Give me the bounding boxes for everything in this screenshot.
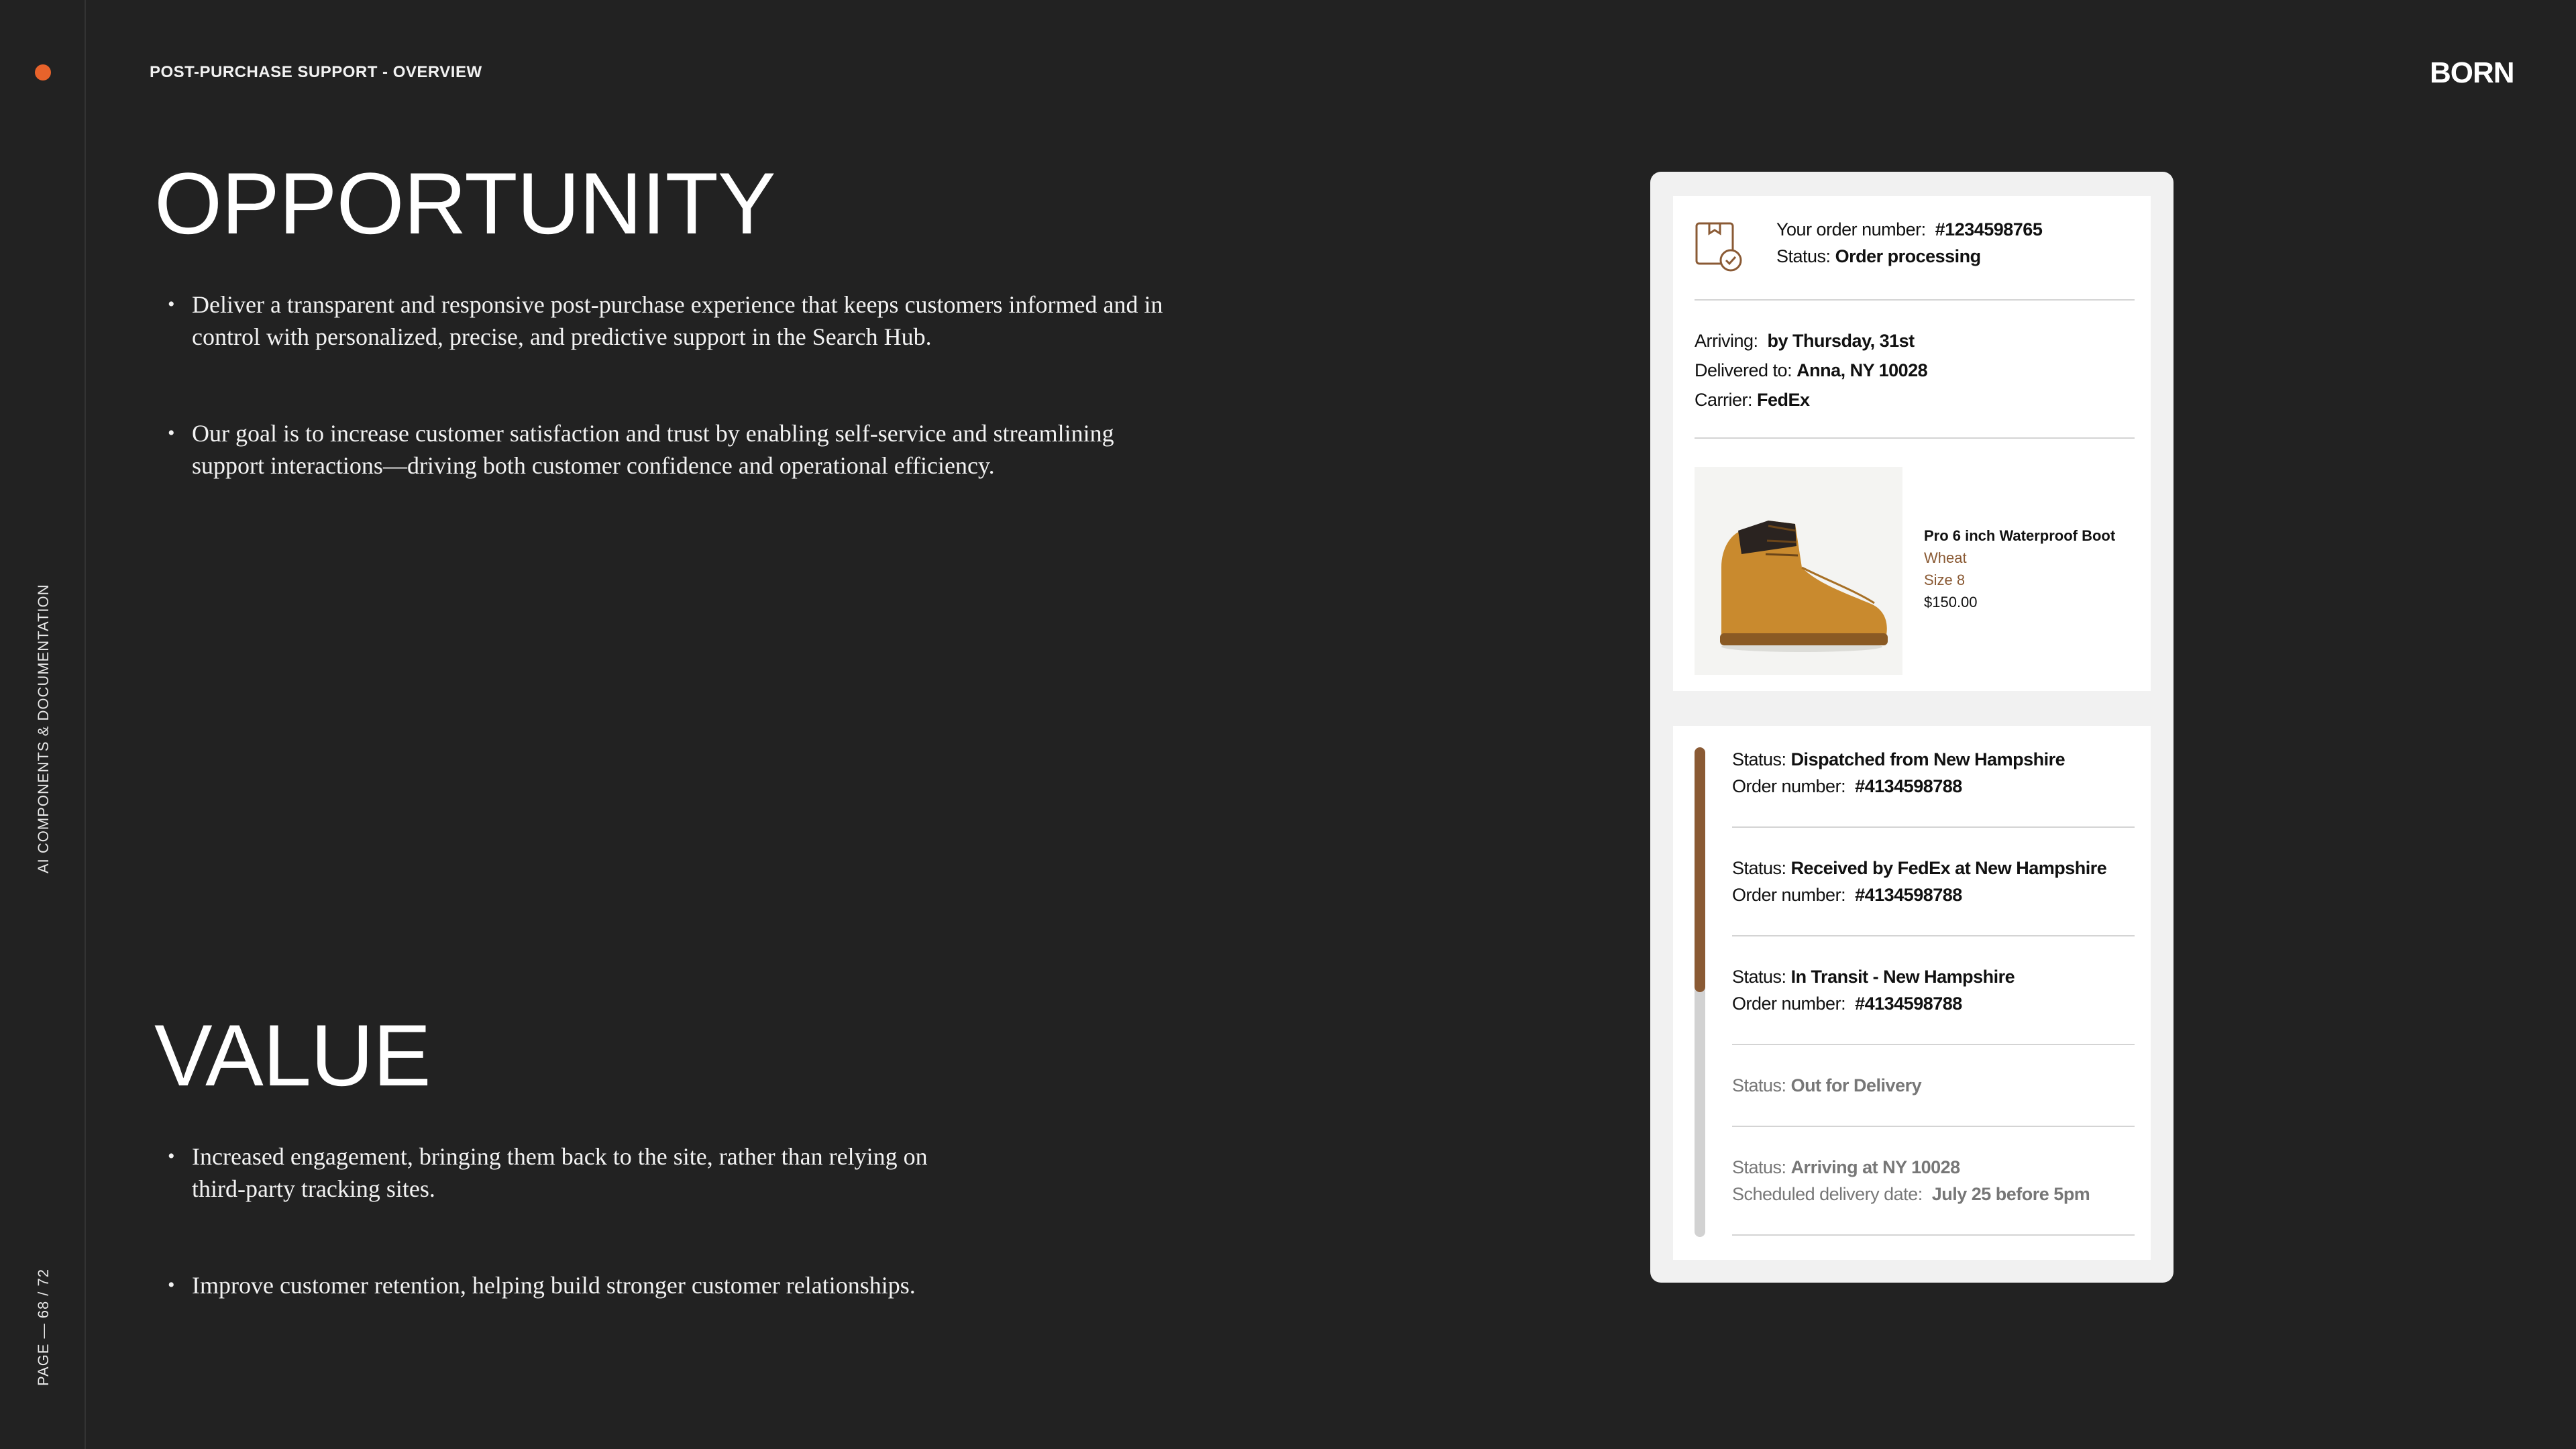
delivered-value: Anna, NY 10028: [1796, 360, 1928, 380]
scheduled-date: July 25 before 5pm: [1931, 1184, 2090, 1204]
bullet-item: [168, 1140, 928, 1205]
tracking-event: [1732, 855, 2106, 908]
divider: [1695, 299, 2135, 301]
divider: [1695, 437, 2135, 439]
bullet-item: [168, 417, 1163, 482]
tracking-event: [1732, 963, 2015, 1017]
opportunity-list: [168, 288, 1163, 482]
opportunity-title: OPPORTUNITY: [154, 154, 775, 252]
delivered-label: Delivered to:: [1695, 360, 1792, 380]
carrier-label: Carrier:: [1695, 390, 1753, 410]
divider: [1732, 1044, 2135, 1045]
order-number-label: Your order number:: [1776, 219, 1926, 239]
boot-image: [1695, 467, 1902, 675]
status-label: Status:: [1732, 1157, 1786, 1177]
event-status: Arriving at NY 10028: [1790, 1157, 1960, 1177]
delivery-info: [1695, 326, 1927, 415]
tracking-timeline-card: [1673, 726, 2151, 1260]
bullet-line: Deliver a transparent and responsive post-purchase experience that keeps customers informed and in: [192, 291, 1163, 318]
vertical-section-title: AI COMPONENTS & DOCUMENTATION: [35, 584, 52, 873]
accent-dot: [35, 64, 51, 80]
bullet-line: support interactions—driving both customer confidence and operational efficiency.: [192, 452, 995, 479]
order-label: Order number:: [1732, 994, 1846, 1014]
product-color: Wheat: [1924, 549, 1967, 566]
status-label: Status:: [1732, 967, 1786, 987]
bullet-line: Our goal is to increase customer satisfaction and trust by enabling self-service and streamlining: [192, 420, 1114, 447]
event-status: Out for Delivery: [1790, 1075, 1922, 1095]
arriving-value: by Thursday, 31st: [1767, 331, 1915, 351]
bullet-line: Improve customer retention, helping build stronger customer relationships.: [192, 1272, 916, 1299]
bullet-item: [168, 1269, 928, 1301]
event-order-number: #4134598788: [1855, 885, 1962, 905]
event-status: Dispatched from New Hampshire: [1790, 749, 2065, 769]
status-label: Status:: [1732, 858, 1786, 878]
order-header: [1776, 216, 2042, 270]
value-title: VALUE: [154, 1006, 431, 1104]
born-logo: BORN: [2430, 56, 2514, 89]
event-order-number: #4134598788: [1855, 776, 1962, 796]
divider: [1732, 826, 2135, 828]
order-number: #1234598765: [1935, 219, 2043, 239]
status-label: Status:: [1776, 246, 1831, 266]
bullet-line: Increased engagement, bringing them back to the site, rather than relying on: [192, 1143, 928, 1170]
divider: [1732, 1126, 2135, 1127]
status-label: Status:: [1732, 1075, 1786, 1095]
tracking-progress-track: [1695, 747, 1705, 1237]
product-image[interactable]: [1695, 467, 1902, 675]
product-name[interactable]: Pro 6 inch Waterproof Boot: [1924, 527, 2116, 544]
product-price: $150.00: [1924, 594, 1978, 610]
scheduled-label: Scheduled delivery date:: [1732, 1184, 1923, 1204]
event-status: In Transit - New Hampshire: [1790, 967, 2015, 987]
bullet-line: control with personalized, precise, and predictive support in the Search Hub.: [192, 323, 932, 350]
order-label: Order number:: [1732, 776, 1846, 796]
divider: [1732, 935, 2135, 936]
divider: [1732, 1234, 2135, 1236]
section-label: POST-PURCHASE SUPPORT - OVERVIEW: [150, 63, 482, 81]
bullet-line: third-party tracking sites.: [192, 1175, 435, 1202]
tracking-event: [1732, 1154, 2090, 1208]
bullet-item: [168, 288, 1163, 353]
order-status: Order processing: [1835, 246, 1981, 266]
product-size: Size 8: [1924, 572, 1966, 588]
order-tracking-mockup: [1650, 172, 2174, 1283]
event-order-number: #4134598788: [1855, 994, 1962, 1014]
order-summary-card: [1673, 196, 2151, 691]
order-label: Order number:: [1732, 885, 1846, 905]
tracking-event: [1732, 1072, 1921, 1099]
carrier-value: FedEx: [1757, 390, 1810, 410]
tracking-progress-fill: [1695, 747, 1705, 992]
left-rail: [0, 0, 86, 1449]
arriving-label: Arriving:: [1695, 331, 1758, 351]
page-indicator: PAGE — 68 / 72: [35, 1268, 52, 1386]
status-label: Status:: [1732, 749, 1786, 769]
tracking-event: [1732, 746, 2065, 800]
event-status: Received by FedEx at New Hampshire: [1790, 858, 2107, 878]
product-details: [1924, 525, 2115, 613]
value-list: [168, 1140, 928, 1301]
package-check-icon: [1695, 221, 1743, 272]
